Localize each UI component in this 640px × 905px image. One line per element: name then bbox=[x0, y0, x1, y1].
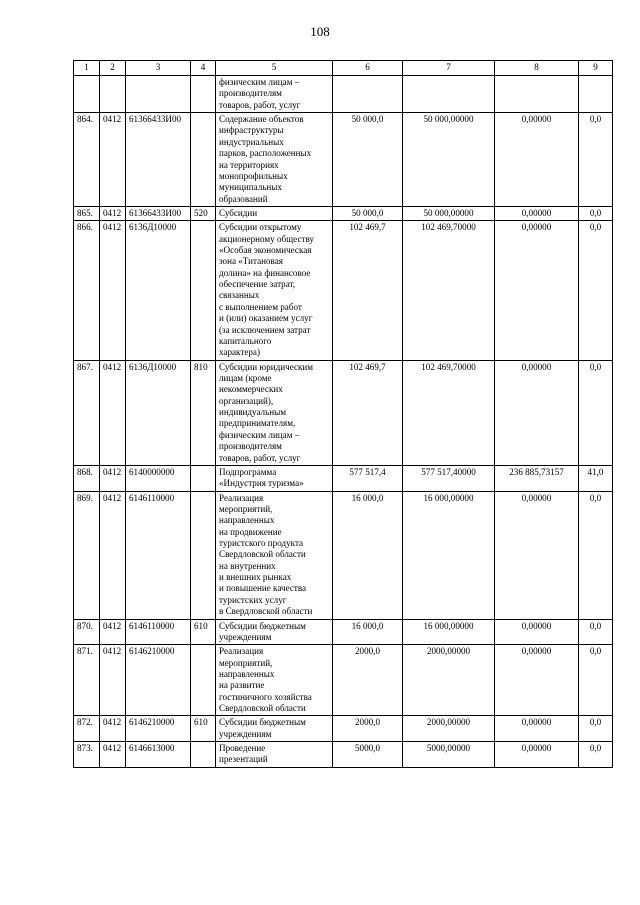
target-article-code-cell bbox=[126, 465, 191, 491]
item-name-cell bbox=[216, 465, 333, 491]
executed-amount: 0,00000 bbox=[521, 361, 552, 372]
table-row bbox=[74, 76, 613, 113]
section-code-cell bbox=[100, 76, 126, 113]
executed-amount: 0,00000 bbox=[521, 717, 552, 728]
target-article-code: 6136Д10000 bbox=[129, 222, 177, 233]
executed-amount: 236 885,73157 bbox=[509, 466, 564, 477]
section-code: 0412 bbox=[103, 466, 122, 477]
item-name-cell bbox=[216, 742, 333, 768]
approved-amount: 102 469,7 bbox=[349, 361, 386, 372]
item-name-cell bbox=[216, 206, 333, 220]
item-name: Субсидии bbox=[219, 207, 258, 218]
executed-amount: 0,00000 bbox=[521, 646, 552, 657]
item-name-cell bbox=[216, 645, 333, 716]
table-row bbox=[74, 465, 613, 491]
executed-amount-cell bbox=[495, 619, 579, 645]
item-name-cell bbox=[216, 716, 333, 742]
refined-amount: 5000,00000 bbox=[426, 743, 471, 754]
row-number: 865. bbox=[77, 207, 93, 218]
target-article-code: 6146210000 bbox=[129, 646, 175, 657]
refined-amount: 102 469,70000 bbox=[421, 222, 476, 233]
refined-amount: 2000,00000 bbox=[426, 646, 471, 657]
executed-amount: 0,00000 bbox=[521, 492, 552, 503]
expense-type-code-cell bbox=[191, 491, 216, 619]
refined-amount-cell bbox=[403, 76, 495, 113]
executed-amount-cell bbox=[495, 221, 579, 360]
approved-amount-cell bbox=[333, 76, 403, 113]
header-col-9: 9 bbox=[579, 61, 613, 76]
target-article-code-cell bbox=[126, 716, 191, 742]
section-code: 0412 bbox=[103, 114, 122, 125]
refined-amount-cell bbox=[403, 113, 495, 207]
target-article-code-cell bbox=[126, 645, 191, 716]
target-article-code-cell bbox=[126, 113, 191, 207]
target-article-code-cell bbox=[126, 742, 191, 768]
item-name-cell bbox=[216, 76, 333, 113]
execution-percent: 0,0 bbox=[589, 743, 602, 754]
refined-amount: 50 000,00000 bbox=[423, 114, 474, 125]
expense-type-code-cell bbox=[191, 113, 216, 207]
executed-amount-cell bbox=[495, 360, 579, 465]
executed-amount: 0,00000 bbox=[521, 743, 552, 754]
section-code: 0412 bbox=[103, 717, 122, 728]
executed-amount-cell bbox=[495, 491, 579, 619]
section-code: 0412 bbox=[103, 646, 122, 657]
table-header-row bbox=[74, 61, 613, 76]
item-name: Субсидии юридическим лицам (кроме некоммерческих организаций), индивидуальным предпринимателям, физическим лицам – производителям товаров, работ, услуг bbox=[219, 361, 314, 463]
row-number-cell bbox=[74, 491, 100, 619]
row-number: 868. bbox=[77, 466, 93, 477]
approved-amount: 50 000,0 bbox=[351, 207, 384, 218]
execution-percent: 0,0 bbox=[589, 361, 602, 372]
refined-amount-cell bbox=[403, 619, 495, 645]
header-col-8: 8 bbox=[495, 61, 579, 76]
item-name: Реализация мероприятий, направленных на развитие гостиничного хозяйства Свердловской области bbox=[219, 646, 312, 714]
expense-type-code-cell bbox=[191, 76, 216, 113]
executed-amount-cell bbox=[495, 76, 579, 113]
page-number: 108 bbox=[310, 24, 330, 39]
expense-type-code-cell bbox=[191, 465, 216, 491]
approved-amount-cell bbox=[333, 645, 403, 716]
expense-type-code-cell bbox=[191, 742, 216, 768]
section-code-cell bbox=[100, 491, 126, 619]
item-name-cell bbox=[216, 113, 333, 207]
execution-percent-cell bbox=[579, 491, 613, 619]
execution-percent: 0,0 bbox=[589, 717, 602, 728]
execution-percent: 0,0 bbox=[589, 646, 602, 657]
row-number-cell bbox=[74, 716, 100, 742]
target-article-code-cell bbox=[126, 491, 191, 619]
refined-amount-cell bbox=[403, 742, 495, 768]
approved-amount-cell bbox=[333, 619, 403, 645]
execution-percent: 41,0 bbox=[587, 466, 604, 477]
executed-amount: 0,00000 bbox=[521, 620, 552, 631]
row-number-cell bbox=[74, 645, 100, 716]
execution-percent: 0,0 bbox=[589, 114, 602, 125]
approved-amount: 16 000,0 bbox=[351, 492, 384, 503]
row-number: 869. bbox=[77, 492, 93, 503]
table-row bbox=[74, 221, 613, 360]
approved-amount: 5000,0 bbox=[354, 743, 380, 754]
section-code-cell bbox=[100, 206, 126, 220]
expense-type-code: 610 bbox=[194, 717, 208, 728]
approved-amount-cell bbox=[333, 113, 403, 207]
section-code: 0412 bbox=[103, 620, 122, 631]
row-number: 872. bbox=[77, 717, 93, 728]
item-name-cell bbox=[216, 221, 333, 360]
execution-percent: 0,0 bbox=[589, 222, 602, 233]
executed-amount-cell bbox=[495, 716, 579, 742]
section-code-cell bbox=[100, 360, 126, 465]
approved-amount: 2000,0 bbox=[354, 646, 380, 657]
header-col-2: 2 bbox=[100, 61, 126, 76]
section-code: 0412 bbox=[103, 492, 122, 503]
item-name-cell bbox=[216, 360, 333, 465]
item-name-cell bbox=[216, 491, 333, 619]
expense-type-code-cell bbox=[191, 716, 216, 742]
approved-amount-cell bbox=[333, 742, 403, 768]
section-code-cell bbox=[100, 619, 126, 645]
row-number: 870. bbox=[77, 620, 93, 631]
executed-amount: 0,00000 bbox=[521, 222, 552, 233]
execution-percent-cell bbox=[579, 76, 613, 113]
section-code: 0412 bbox=[103, 207, 122, 218]
section-code: 0412 bbox=[103, 743, 122, 754]
target-article-code: 6146210000 bbox=[129, 717, 175, 728]
expense-type-code: 810 bbox=[194, 361, 208, 372]
target-article-code: 6136Д10000 bbox=[129, 361, 177, 372]
section-code-cell bbox=[100, 465, 126, 491]
refined-amount-cell bbox=[403, 491, 495, 619]
refined-amount: 577 517,40000 bbox=[421, 466, 476, 477]
table-row bbox=[74, 491, 613, 619]
execution-percent-cell bbox=[579, 113, 613, 207]
header-col-5: 5 bbox=[216, 61, 333, 76]
row-number-cell bbox=[74, 206, 100, 220]
executed-amount: 0,00000 bbox=[521, 207, 552, 218]
execution-percent: 0,0 bbox=[589, 492, 602, 503]
table-row bbox=[74, 716, 613, 742]
row-number: 867. bbox=[77, 361, 93, 372]
row-number-cell bbox=[74, 742, 100, 768]
approved-amount: 50 000,0 bbox=[351, 114, 384, 125]
row-number-cell bbox=[74, 619, 100, 645]
item-name: Подпрограмма «Индустрия туризма» bbox=[219, 466, 304, 489]
item-name: Реализация мероприятий, направленных на продвижение туристского продукта Свердловской области на внутренних и внешних рынках и повышение качества туристских услуг в Свердловской области bbox=[219, 492, 313, 617]
execution-percent-cell bbox=[579, 221, 613, 360]
item-name: Субсидии бюджетным учреждениям bbox=[219, 620, 306, 642]
table-row bbox=[74, 360, 613, 465]
row-number-cell bbox=[74, 360, 100, 465]
item-name: Субсидии открытому акционерному обществу «Особая экономическая зона «Титановая долина» на финансовое обеспечение затрат, связанных с выполнением работ и (или) оказанием услуг (за исключением затрат капитального характера) bbox=[219, 222, 314, 358]
refined-amount-cell bbox=[403, 645, 495, 716]
approved-amount-cell bbox=[333, 716, 403, 742]
row-number: 866. bbox=[77, 222, 93, 233]
refined-amount-cell bbox=[403, 465, 495, 491]
section-code: 0412 bbox=[103, 222, 122, 233]
target-article-code-cell bbox=[126, 360, 191, 465]
target-article-code: 6146110000 bbox=[129, 492, 175, 503]
expense-type-code-cell bbox=[191, 645, 216, 716]
header-col-6: 6 bbox=[333, 61, 403, 76]
refined-amount: 102 469,70000 bbox=[421, 361, 476, 372]
execution-percent-cell bbox=[579, 645, 613, 716]
execution-percent-cell bbox=[579, 716, 613, 742]
section-code-cell bbox=[100, 742, 126, 768]
expense-type-code: 610 bbox=[194, 620, 208, 631]
executed-amount-cell bbox=[495, 206, 579, 220]
approved-amount: 577 517,4 bbox=[349, 466, 386, 477]
item-name: Проведение презентаций bbox=[219, 743, 268, 765]
section-code-cell bbox=[100, 221, 126, 360]
header-col-1: 1 bbox=[74, 61, 100, 76]
approved-amount-cell bbox=[333, 360, 403, 465]
executed-amount-cell bbox=[495, 742, 579, 768]
execution-percent: 0,0 bbox=[589, 207, 602, 218]
executed-amount-cell bbox=[495, 645, 579, 716]
refined-amount: 16 000,00000 bbox=[423, 492, 474, 503]
refined-amount: 16 000,00000 bbox=[423, 620, 474, 631]
execution-percent-cell bbox=[579, 742, 613, 768]
row-number-cell bbox=[74, 76, 100, 113]
refined-amount-cell bbox=[403, 716, 495, 742]
expense-type-code: 520 bbox=[194, 207, 208, 218]
item-name-cell bbox=[216, 619, 333, 645]
approved-amount: 102 469,7 bbox=[349, 222, 386, 233]
row-number: 871. bbox=[77, 646, 93, 657]
table-body bbox=[74, 76, 613, 768]
target-article-code-cell bbox=[126, 619, 191, 645]
item-name: Содержание объектов инфраструктуры индустриальных парков, расположенных на территориях монопрофильных муниципальных образований bbox=[219, 114, 312, 204]
table-row bbox=[74, 206, 613, 220]
target-article-code: 61366433И00 bbox=[129, 114, 182, 125]
executed-amount: 0,00000 bbox=[521, 114, 552, 125]
row-number-cell bbox=[74, 221, 100, 360]
execution-percent-cell bbox=[579, 465, 613, 491]
executed-amount-cell bbox=[495, 465, 579, 491]
execution-percent-cell bbox=[579, 360, 613, 465]
expense-type-code-cell bbox=[191, 206, 216, 220]
target-article-code-cell bbox=[126, 206, 191, 220]
target-article-code-cell bbox=[126, 76, 191, 113]
execution-percent-cell bbox=[579, 619, 613, 645]
approved-amount: 2000,0 bbox=[354, 717, 380, 728]
row-number: 864. bbox=[77, 114, 93, 125]
target-article-code: 6146110000 bbox=[129, 620, 175, 631]
table-row bbox=[74, 113, 613, 207]
section-code: 0412 bbox=[103, 361, 122, 372]
execution-percent-cell bbox=[579, 206, 613, 220]
item-name: Субсидии бюджетным учреждениям bbox=[219, 717, 306, 739]
approved-amount-cell bbox=[333, 491, 403, 619]
target-article-code: 61366433И00 bbox=[129, 207, 182, 218]
section-code-cell bbox=[100, 113, 126, 207]
refined-amount: 2000,00000 bbox=[426, 717, 471, 728]
row-number-cell bbox=[74, 465, 100, 491]
expense-type-code-cell bbox=[191, 221, 216, 360]
header-col-3: 3 bbox=[126, 61, 191, 76]
refined-amount-cell bbox=[403, 206, 495, 220]
section-code-cell bbox=[100, 716, 126, 742]
expense-type-code-cell bbox=[191, 619, 216, 645]
target-article-code-cell bbox=[126, 221, 191, 360]
row-number-cell bbox=[74, 113, 100, 207]
header-col-7: 7 bbox=[403, 61, 495, 76]
expense-type-code-cell bbox=[191, 360, 216, 465]
row-number: 873. bbox=[77, 743, 93, 754]
approved-amount-cell bbox=[333, 206, 403, 220]
item-name: физическим лицам – производителям товаров, работ, услуг bbox=[219, 77, 301, 110]
approved-amount-cell bbox=[333, 465, 403, 491]
refined-amount-cell bbox=[403, 221, 495, 360]
target-article-code: 6146613000 bbox=[129, 743, 175, 754]
table-row bbox=[74, 619, 613, 645]
table-row bbox=[74, 645, 613, 716]
section-code-cell bbox=[100, 645, 126, 716]
header-col-4: 4 bbox=[191, 61, 216, 76]
approved-amount: 16 000,0 bbox=[351, 620, 384, 631]
refined-amount-cell bbox=[403, 360, 495, 465]
budget-table bbox=[73, 60, 613, 768]
approved-amount-cell bbox=[333, 221, 403, 360]
execution-percent: 0,0 bbox=[589, 620, 602, 631]
refined-amount: 50 000,00000 bbox=[423, 207, 474, 218]
table-row bbox=[74, 742, 613, 768]
target-article-code: 6140000000 bbox=[129, 466, 175, 477]
executed-amount-cell bbox=[495, 113, 579, 207]
